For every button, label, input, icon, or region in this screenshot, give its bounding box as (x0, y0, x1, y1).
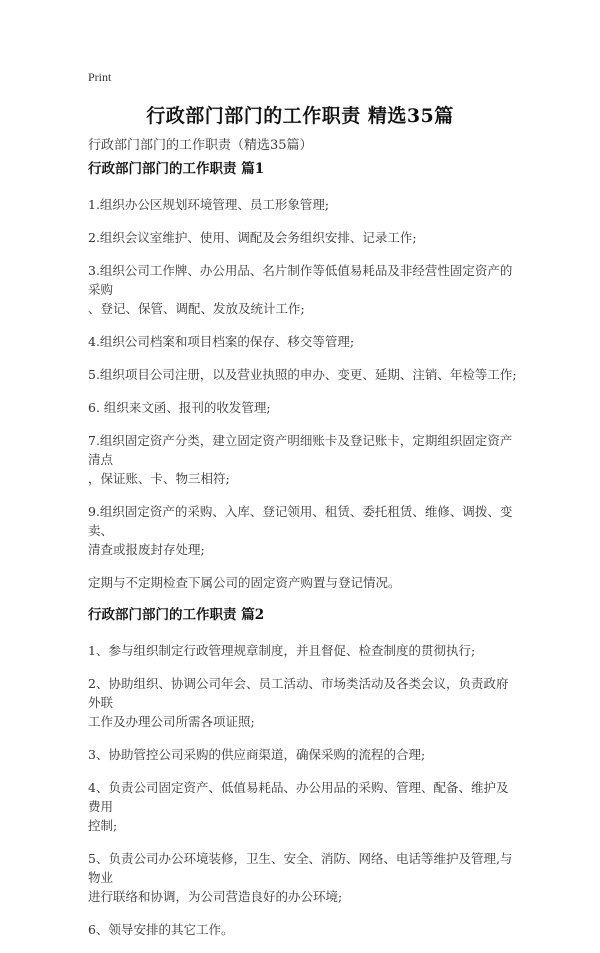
list-item (88, 502, 518, 559)
text-line: 1.组织办公区规划环境管理、员工形象管理; (88, 197, 330, 212)
text-line: 定期与不定期检查下属公司的固定资产购置与登记情况。 (88, 575, 401, 590)
section-heading: 行政部门部门的工作职责 篇1 (88, 161, 265, 177)
list-item (88, 195, 518, 214)
list-item (88, 849, 518, 906)
text-line: 1、参与组织制定行政管理规章制度，并且督促、检查制度的贯彻执行; (88, 643, 476, 658)
section-heading: 行政部门部门的工作职责 篇2 (88, 607, 265, 623)
text-line: 进行联络和协调，为公司营造良好的办公环境; (88, 889, 343, 904)
list-item (88, 573, 518, 592)
text-line: 清查或报废封存处理; (88, 542, 205, 557)
text-line: 工作及办理公司所需各项证照; (88, 714, 255, 729)
text-line: 2.组织会议室维护、使用、调配及会务组织安排、记录工作; (88, 230, 417, 245)
page-subtitle: 行政部门部门的工作职责（精选35篇） (88, 138, 313, 153)
list-item (88, 641, 518, 660)
list-item (88, 332, 518, 351)
text-line: 、登记、保管、调配、发放及统计工作; (88, 301, 305, 316)
document-body (88, 160, 518, 953)
text-line: 5.组织项目公司注册，以及营业执照的申办、变更、延期、注销、年检等工作; (88, 367, 517, 382)
text-line: 2、协助组织、协调公司年会、员工活动、市场类活动及各类会议，负责政府外联 (88, 676, 509, 710)
list-item (88, 228, 518, 247)
text-line: ，保证账、卡、物三相符; (88, 471, 230, 486)
list-item (88, 745, 518, 764)
list-item (88, 261, 518, 318)
text-line: 控制; (88, 818, 118, 833)
text-line: 9.组织固定资产的采购、入库、登记领用、租赁、委托租赁、维修、调拨、变卖、 (88, 504, 513, 538)
list-item (88, 365, 518, 384)
text-line: 3、协助管控公司采购的供应商渠道，确保采购的流程的合理; (88, 747, 426, 762)
list-item (88, 431, 518, 488)
text-line: 4、负责公司固定资产、低值易耗品、办公用品的采购、管理、配备、维护及费用 (88, 780, 509, 814)
list-item (88, 920, 518, 939)
text-line: 3.组织公司工作牌、办公用品、名片制作等低值易耗品及非经营性固定资产的采购 (88, 263, 513, 297)
text-line: 5、负责公司办公环境装修，卫生、安全、消防、网络、电话等维护及管理,与物业 (88, 851, 513, 885)
list-item (88, 398, 518, 417)
list-item (88, 674, 518, 731)
text-line: 6、领导安排的其它工作。 (88, 922, 234, 937)
text-line: 7.组织固定资产分类，建立固定资产明细账卡及登记账卡，定期组织固定资产清点 (88, 433, 513, 467)
list-item (88, 778, 518, 835)
text-line: 4.组织公司档案和项目档案的保存、移交等管理; (88, 334, 355, 349)
print-label[interactable]: Print (88, 70, 112, 84)
text-line: 6. 组织来文函、报刊的收发管理; (88, 400, 271, 415)
page-title: 行政部门部门的工作职责 精选35篇 (146, 105, 454, 127)
